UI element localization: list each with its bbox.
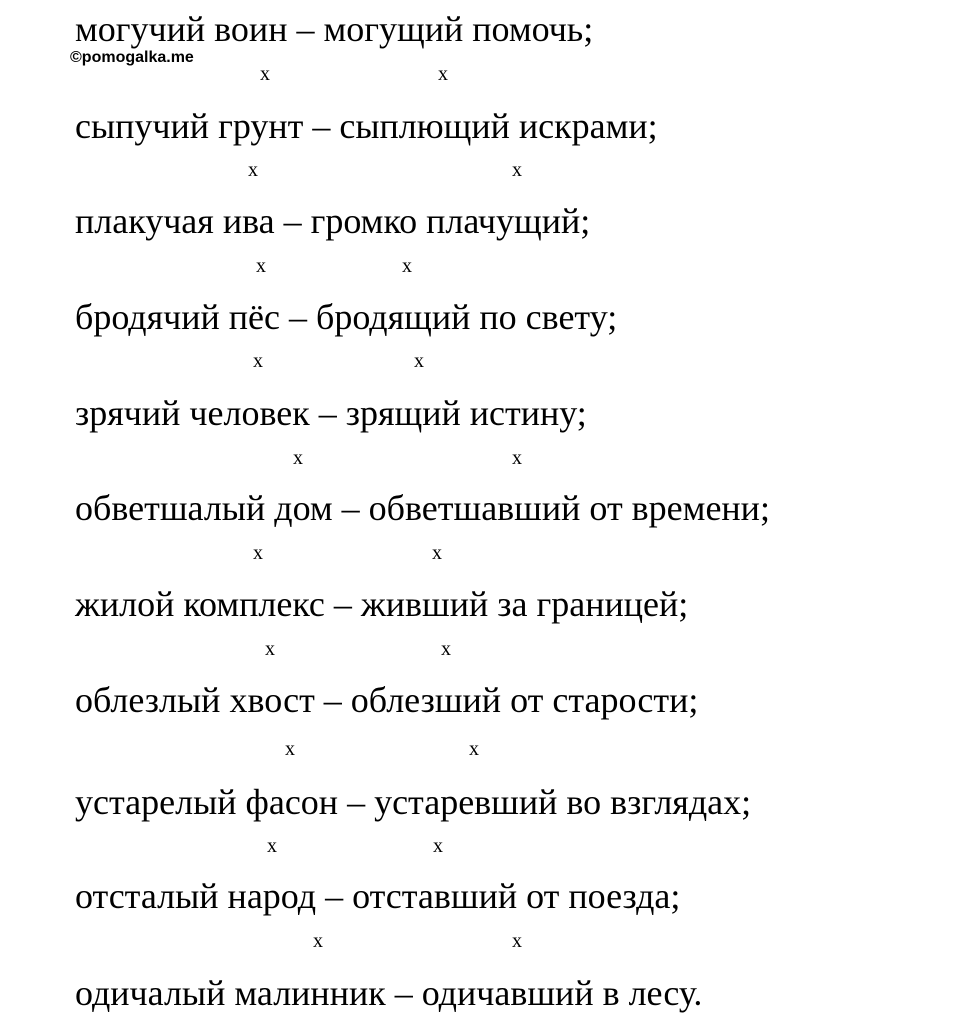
text-line-9: устарелый фасон – устаревший во взглядах;: [75, 782, 752, 822]
text-line-5: зрячий человек – зрящий истину;: [75, 393, 587, 433]
text-line-2: сыпучий грунт – сыплющий искрами;: [75, 106, 658, 146]
stress-mark: x: [260, 63, 270, 85]
stress-mark: x: [402, 255, 412, 277]
stress-mark: x: [512, 159, 522, 181]
text-line-8: облезлый хвост – облезший от старости;: [75, 680, 699, 720]
text-line-4: бродячий пёс – бродящий по свету;: [75, 297, 618, 337]
stress-mark: x: [441, 638, 451, 660]
stress-mark: x: [313, 930, 323, 952]
text-line-6: обветшалый дом – обветшавший от времени;: [75, 488, 770, 528]
stress-mark: x: [267, 835, 277, 857]
text-line-11: одичалый малинник – одичавший в лесу.: [75, 973, 703, 1013]
stress-mark: x: [248, 159, 258, 181]
stress-mark: x: [293, 447, 303, 469]
stress-mark: x: [414, 350, 424, 372]
stress-mark: x: [469, 738, 479, 760]
text-line-3: плакучая ива – громко плачущий;: [75, 201, 591, 241]
stress-mark: x: [253, 350, 263, 372]
text-line-10: отсталый народ – отставший от поезда;: [75, 876, 681, 916]
text-line-1: могучий воин – могущий помочь;: [75, 9, 594, 49]
stress-mark: x: [265, 638, 275, 660]
stress-mark: x: [253, 542, 263, 564]
stress-mark: x: [438, 63, 448, 85]
stress-mark: x: [432, 542, 442, 564]
stress-mark: x: [512, 930, 522, 952]
stress-mark: x: [256, 255, 266, 277]
stress-mark: x: [433, 835, 443, 857]
watermark: ©pomogalka.me: [70, 49, 194, 66]
stress-mark: x: [512, 447, 522, 469]
text-line-7: жилой комплекс – живший за границей;: [75, 584, 689, 624]
stress-mark: x: [285, 738, 295, 760]
